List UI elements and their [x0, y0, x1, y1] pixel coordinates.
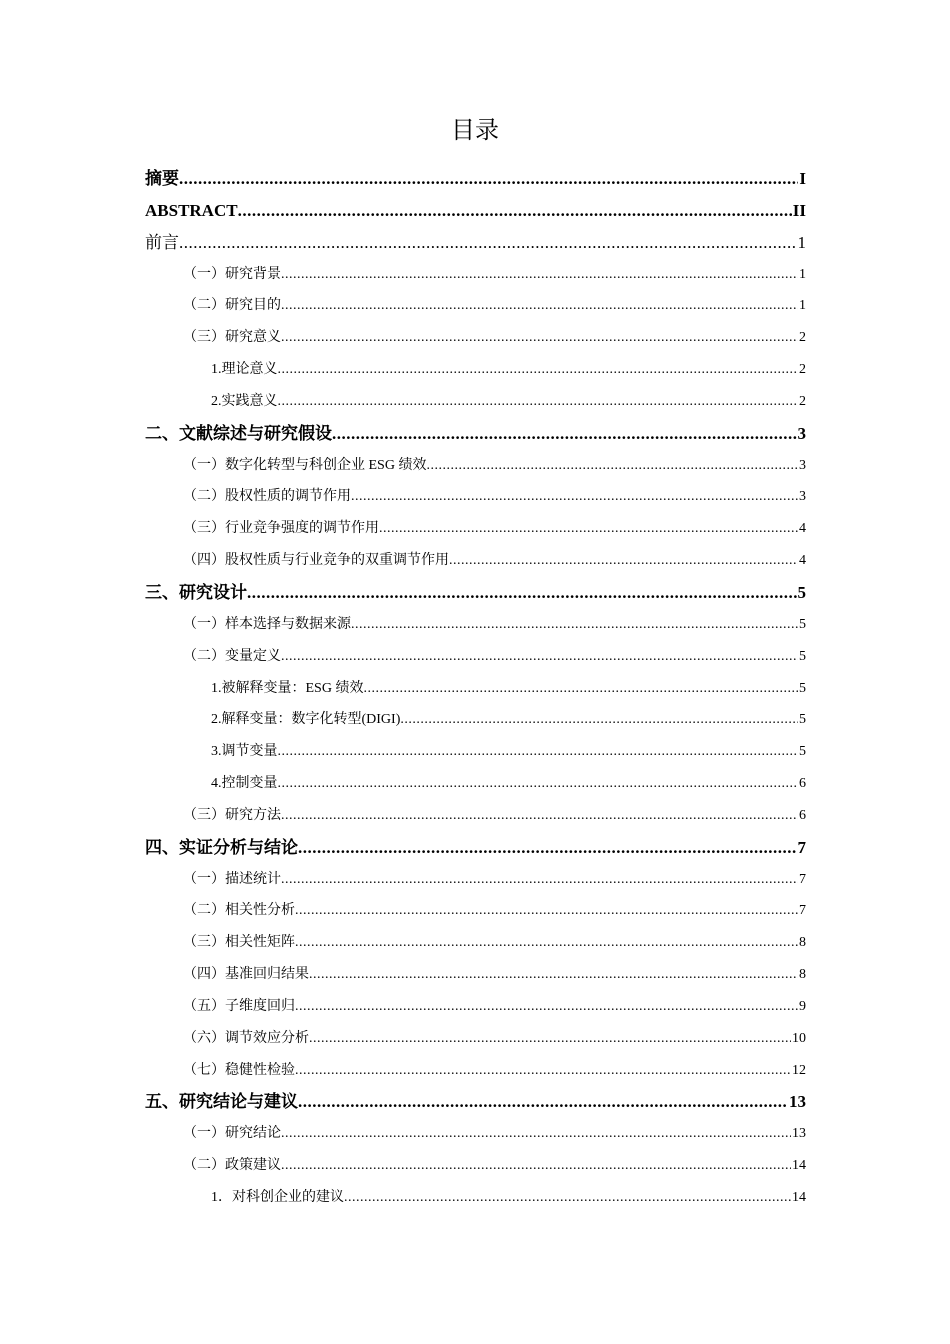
toc-dot-leader: [281, 290, 798, 322]
toc-entry-text: （一）研究背景: [183, 266, 281, 282]
toc-page-number: 14: [792, 1190, 806, 1205]
toc-page-number: 6: [799, 776, 806, 792]
toc-dot-leader: [298, 832, 797, 864]
toc-entry-text: （七）稳健性检验: [183, 1062, 295, 1078]
toc-entry-text: 1.被解释变量：ESG 绩效: [211, 680, 364, 696]
toc-entry-text: （四）股权性质与行业竞争的双重调节作用: [183, 553, 449, 569]
toc-entry-text: （六）调节效应分析: [183, 1030, 309, 1046]
toc-page-number: 13: [792, 1126, 806, 1142]
toc-entry-text: （一）研究结论: [183, 1126, 281, 1142]
toc-entry[interactable]: [145, 673, 806, 705]
toc-page-number: 10: [792, 1030, 806, 1046]
toc-page-number: 2: [799, 330, 806, 346]
toc-dot-leader: [309, 959, 798, 991]
toc-entry-text: 摘要: [145, 169, 179, 188]
toc-dot-leader: [400, 704, 798, 736]
toc-entry[interactable]: [145, 800, 806, 832]
toc-dot-leader: [344, 1182, 791, 1214]
toc-page-number: 3: [799, 489, 806, 505]
toc-entry-text: 2.解释变量：数字化转型(DIGI): [211, 712, 401, 728]
toc-entry-text: 3.调节变量: [211, 744, 278, 760]
toc-page-number: 1: [799, 266, 806, 282]
toc-dot-leader: [295, 991, 798, 1023]
toc-entry-text: 四、实证分析与结论: [145, 837, 298, 857]
toc-page-number: 5: [799, 744, 806, 760]
toc-dot-leader: [295, 1055, 791, 1087]
toc-dot-leader: [278, 386, 799, 418]
toc-entry[interactable]: [145, 290, 806, 322]
toc-dot-leader: [281, 864, 798, 896]
toc-dot-leader: [179, 163, 798, 195]
toc-entry-text: 前言: [145, 232, 179, 252]
toc-dot-leader: [332, 418, 797, 450]
toc-page-number: II: [792, 200, 806, 220]
toc-dot-leader: [309, 1023, 791, 1055]
toc-page-number: 2: [799, 362, 806, 378]
toc-entry[interactable]: [145, 864, 806, 896]
toc-entry[interactable]: [145, 832, 806, 864]
toc-page-number: 3: [797, 423, 806, 443]
toc-title: 目录: [451, 116, 499, 144]
toc-page-number: 14: [792, 1158, 806, 1174]
toc-entry[interactable]: [145, 927, 806, 959]
toc-entry[interactable]: [145, 768, 806, 800]
toc-dot-leader: [449, 545, 798, 577]
toc-entry-text: 1．对科创企业的建议: [211, 1190, 344, 1205]
toc-dot-leader: [295, 927, 798, 959]
toc-dot-leader: [281, 322, 798, 354]
toc-entry-text: 4.控制变量: [211, 776, 278, 792]
toc-page-number: 7: [797, 837, 806, 857]
toc-dot-leader: [278, 768, 799, 800]
toc-page-number: 9: [799, 998, 806, 1014]
toc-entry-text: 三、研究设计: [145, 582, 247, 602]
toc-entry[interactable]: [145, 959, 806, 991]
toc-entry[interactable]: [145, 1055, 806, 1087]
toc-page-number: 5: [799, 648, 806, 664]
toc-page-number: 1: [799, 298, 806, 314]
toc-entry[interactable]: [145, 895, 806, 927]
toc-page-number: I: [799, 169, 806, 188]
toc-entry[interactable]: [145, 354, 806, 386]
toc-page-number: 5: [799, 712, 806, 728]
toc-page-number: 5: [799, 616, 806, 632]
toc-entry-text: （二）政策建议: [183, 1158, 281, 1174]
toc-dot-leader: [281, 259, 798, 291]
toc-dot-leader: [281, 1150, 791, 1182]
toc-entry-text: （一）样本选择与数据来源: [183, 616, 351, 632]
toc-page-number: 4: [799, 521, 806, 537]
toc-page-number: 3: [799, 457, 806, 473]
toc-entry[interactable]: [145, 1086, 806, 1118]
toc-page-number: 5: [799, 680, 806, 696]
toc-entry[interactable]: [145, 609, 806, 641]
toc-page-number: 4: [799, 553, 806, 569]
toc-page-number: 8: [799, 935, 806, 951]
toc-entry-text: 五、研究结论与建议: [145, 1092, 298, 1112]
toc-entry-text: （一）数字化转型与科创企业 ESG 绩效: [183, 457, 427, 473]
toc-dot-leader: [363, 673, 798, 705]
toc-entry-text: （三）研究方法: [183, 807, 281, 823]
toc-dot-leader: [379, 513, 798, 545]
toc-page-number: 7: [799, 871, 806, 887]
toc-dot-leader: [281, 641, 798, 673]
toc-entry[interactable]: [145, 1150, 806, 1182]
toc-entry[interactable]: [145, 545, 806, 577]
toc-page-number: 7: [799, 903, 806, 919]
toc-dot-leader: [298, 1086, 788, 1118]
toc-page-number: 6: [799, 807, 806, 823]
toc-entry[interactable]: [145, 418, 806, 450]
toc-page-number: 2: [799, 393, 806, 409]
toc-entry-text: 二、文献综述与研究假设: [145, 423, 332, 443]
toc-dot-leader: [295, 895, 798, 927]
toc-entry[interactable]: [145, 1182, 806, 1214]
toc-entry[interactable]: [145, 322, 806, 354]
toc-page-number: 12: [792, 1062, 806, 1078]
toc-entry-text: （四）基准回归结果: [183, 967, 309, 983]
toc-entry-text: （二）股权性质的调节作用: [183, 489, 351, 505]
toc-entry[interactable]: [145, 513, 806, 545]
toc-entry[interactable]: [145, 195, 806, 227]
toc-entry-text: （三）相关性矩阵: [183, 935, 295, 951]
toc-entry-text: 1.理论意义: [211, 362, 278, 378]
toc-list: [145, 163, 806, 1214]
toc-dot-leader: [281, 800, 798, 832]
toc-page-number: 13: [789, 1092, 806, 1112]
toc-entry-text: （二）变量定义: [183, 648, 281, 664]
toc-entry-text: （一）描述统计: [183, 871, 281, 887]
toc-entry[interactable]: [145, 641, 806, 673]
toc-page-number: 1: [797, 232, 806, 252]
toc-dot-leader: [426, 450, 798, 482]
toc-page-number: 5: [797, 582, 806, 602]
toc-entry[interactable]: [145, 1023, 806, 1055]
toc-entry-text: （三）行业竞争强度的调节作用: [183, 521, 379, 537]
toc-entry-text: ABSTRACT: [145, 200, 238, 220]
toc-entry-text: （三）研究意义: [183, 330, 281, 346]
toc-entry[interactable]: [145, 259, 806, 291]
toc-entry[interactable]: [145, 227, 806, 259]
toc-entry[interactable]: [145, 481, 806, 513]
toc-entry[interactable]: [145, 704, 806, 736]
toc-entry-text: （五）子维度回归: [183, 998, 295, 1014]
toc-entry-text: 2.实践意义: [211, 393, 278, 409]
toc-entry-text: （二）研究目的: [183, 298, 281, 314]
toc-dot-leader: [247, 577, 797, 609]
toc-entry[interactable]: [145, 736, 806, 768]
toc-entry[interactable]: [145, 163, 806, 195]
toc-dot-leader: [179, 227, 797, 259]
toc-entry[interactable]: [145, 577, 806, 609]
toc-dot-leader: [278, 736, 799, 768]
toc-entry[interactable]: [145, 450, 806, 482]
toc-entry[interactable]: [145, 1118, 806, 1150]
toc-dot-leader: [278, 354, 799, 386]
toc-dot-leader: [281, 1118, 791, 1150]
toc-entry-text: （二）相关性分析: [183, 903, 295, 919]
toc-entry[interactable]: [145, 991, 806, 1023]
toc-page-number: 8: [799, 967, 806, 983]
toc-dot-leader: [351, 609, 798, 641]
toc-entry[interactable]: [145, 386, 806, 418]
toc-dot-leader: [238, 195, 792, 227]
toc-dot-leader: [351, 481, 798, 513]
